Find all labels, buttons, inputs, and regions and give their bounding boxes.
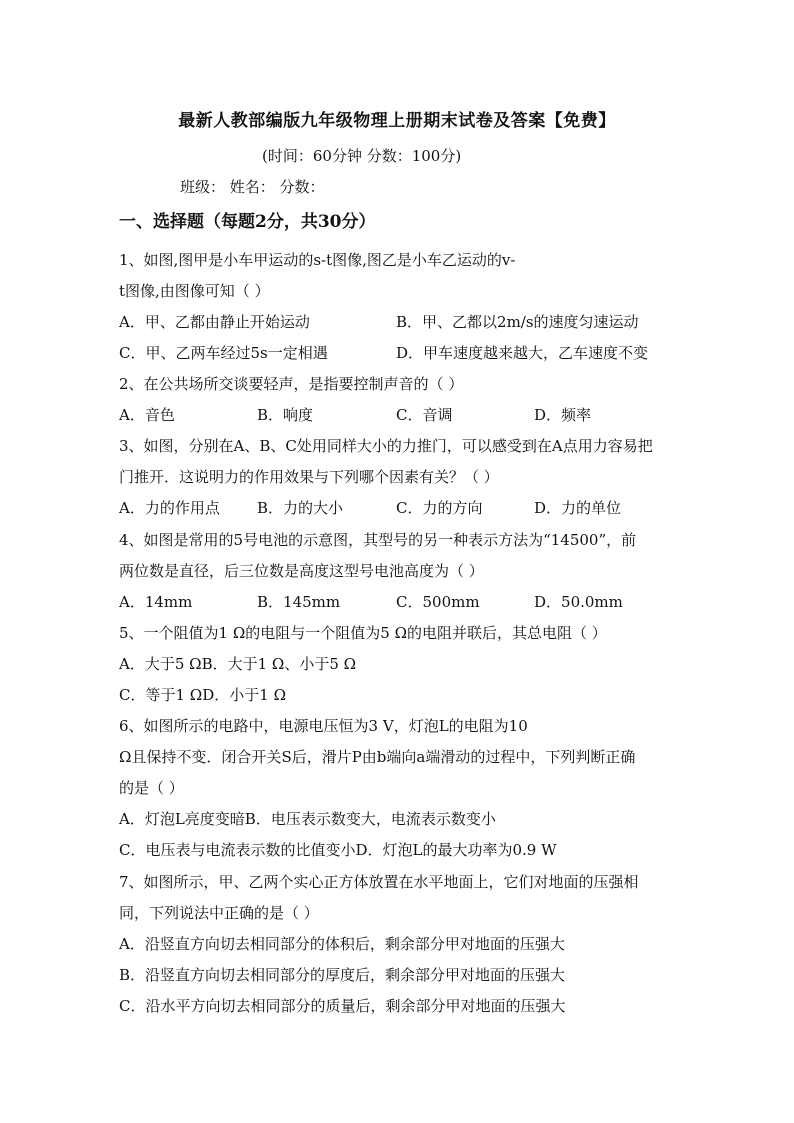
question-2-option-a: A．音色 bbox=[119, 406, 175, 424]
question-1-option-a: A．甲、乙都由静止开始运动 bbox=[119, 313, 310, 331]
question-3-option-c: C．力的方向 bbox=[396, 499, 483, 517]
question-4-option-d: D．50.0mm bbox=[534, 593, 623, 611]
question-7-option-c: C．沿水平方向切去相同部分的质量后，剩余部分甲对地面的压强大 bbox=[119, 997, 566, 1015]
student-info-line: 班级： 姓名： 分数： bbox=[180, 178, 325, 196]
question-1-line-1: 1、如图,图甲是小车甲运动的s-t图像,图乙是小车乙运动的v- bbox=[119, 251, 516, 269]
time-score-line: (时间：60分钟 分数：100分) bbox=[262, 147, 462, 165]
exam-title: 最新人教部编版九年级物理上册期末试卷及答案【免费】 bbox=[178, 111, 616, 131]
question-1-option-c: C．甲、乙两车经过5s一定相遇 bbox=[119, 344, 328, 362]
question-2-line-1: 2、在公共场所交谈要轻声，是指要控制声音的（ ） bbox=[119, 375, 464, 393]
question-2-option-b: B．响度 bbox=[257, 406, 314, 424]
question-6-line-2: Ω且保持不变．闭合开关S后，滑片P由b端向a端滑动的过程中，下列判断正确 bbox=[119, 748, 636, 766]
question-5-options-cd: C．等于1 ΩD．小于1 Ω bbox=[119, 686, 287, 704]
question-4-option-c: C．500mm bbox=[396, 593, 480, 611]
question-3-line-2: 门推开．这说明力的作用效果与下列哪个因素有关？（ ） bbox=[119, 468, 499, 486]
question-3-option-b: B．力的大小 bbox=[257, 499, 344, 517]
question-6-line-1: 6、如图所示的电路中，电源电压恒为3 V，灯泡L的电阻为10 bbox=[119, 717, 528, 735]
question-7-line-1: 7、如图所示，甲、乙两个实心正方体放置在水平地面上，它们对地面的压强相 bbox=[119, 873, 639, 891]
question-1-line-2: t图像,由图像可知（ ） bbox=[119, 282, 270, 300]
question-3-line-1: 3、如图，分别在A、B、C处用同样大小的力推门，可以感受到在A点用力容易把 bbox=[119, 437, 653, 455]
question-7-option-a: A．沿竖直方向切去相同部分的体积后，剩余部分甲对地面的压强大 bbox=[119, 935, 565, 953]
question-5-options-ab: A．大于5 ΩB．大于1 Ω、小于5 Ω bbox=[119, 655, 357, 673]
question-4-line-2: 两位数是直径，后三位数是高度这型号电池高度为（ ） bbox=[119, 562, 484, 580]
question-2-option-d: D．频率 bbox=[534, 406, 592, 424]
question-6-options-ab: A．灯泡L亮度变暗B．电压表示数变大，电流表示数变小 bbox=[119, 810, 496, 828]
question-3-option-a: A．力的作用点 bbox=[119, 499, 220, 517]
question-7-option-b: B．沿竖直方向切去相同部分的厚度后，剩余部分甲对地面的压强大 bbox=[119, 966, 566, 984]
question-3-option-d: D．力的单位 bbox=[534, 499, 622, 517]
section-heading: 一、选择题（每题2分，共30分） bbox=[119, 212, 376, 232]
question-1-option-b: B．甲、乙都以2m/s的速度匀速运动 bbox=[396, 313, 639, 331]
question-5-line-1: 5、一个阻值为1 Ω的电阻与一个阻值为5 Ω的电阻并联后，其总电阻（ ） bbox=[119, 624, 607, 642]
question-4-option-b: B．145mm bbox=[257, 593, 341, 611]
question-6-options-cd: C．电压表与电流表示数的比值变小D．灯泡L的最大功率为0.9 W bbox=[119, 841, 557, 859]
question-2-option-c: C．音调 bbox=[396, 406, 453, 424]
question-6-line-3: 的是（ ） bbox=[119, 779, 184, 797]
question-7-line-2: 同，下列说法中正确的是（ ） bbox=[119, 904, 319, 922]
question-4-line-1: 4、如图是常用的5号电池的示意图，其型号的另一种表示方法为“14500”，前 bbox=[119, 531, 637, 549]
question-4-option-a: A．14mm bbox=[119, 593, 193, 611]
question-1-option-d: D．甲车速度越来越大，乙车速度不变 bbox=[396, 344, 649, 362]
